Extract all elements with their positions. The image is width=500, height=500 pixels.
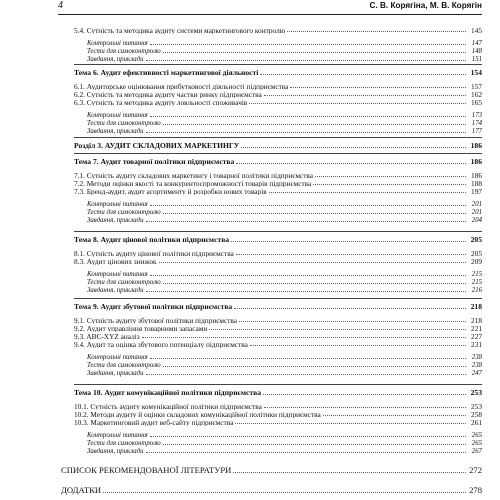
toc-entry-title: Тема 7. Аудит товарної політики підприємства (74, 158, 235, 166)
dot-leader (146, 60, 466, 61)
toc-entry-title: СПИСОК РЕКОМЕНДОВАНОЇ ЛІТЕРАТУРИ (61, 466, 232, 475)
toc-subitem (87, 287, 482, 294)
toc-entry-title: Завдання, приклади (87, 56, 144, 63)
dot-leader (146, 291, 466, 292)
dot-leader (313, 184, 466, 185)
toc-section-item (74, 180, 482, 187)
toc-topic-heading (74, 303, 482, 311)
toc-subitem (87, 112, 482, 119)
toc-subitem (87, 120, 482, 127)
toc-page-number: 261 (471, 418, 482, 427)
toc-entry-title: 7.2. Методи оцінки якості та конкурентоспроможності товарів підприємства (74, 180, 312, 187)
dot-leader (239, 321, 466, 322)
toc-entry-title: Тести для самоконтролю (87, 209, 161, 216)
toc-section-item (74, 172, 482, 179)
toc-entry-title: Контрольні питання (87, 40, 148, 47)
dot-leader (231, 241, 466, 242)
toc-topic-heading (74, 142, 482, 150)
toc-entry-title: Розділ 3. АУДИТ СКЛАДОВИХ МАРКЕТИНГУ (74, 142, 240, 150)
toc-section-item (74, 341, 482, 348)
dot-leader (150, 116, 466, 117)
toc-entry-title: 9.3. ABC-XYZ аналіз (74, 333, 140, 340)
toc-entry-title: Тема 8. Аудит цінової політики підприємства (74, 236, 230, 244)
section-divider (74, 137, 482, 138)
toc-section-item (74, 419, 482, 426)
toc-subitem (87, 271, 482, 278)
dot-leader (315, 176, 466, 177)
toc-entry-title: 7.1. Сутність аудиту складових маркетингу і товарної політики підприємства (74, 172, 314, 179)
toc-section-item (74, 83, 482, 90)
dot-leader (163, 283, 466, 284)
dot-leader (236, 163, 466, 164)
toc-entry-title: Тести для самоконтролю (87, 120, 161, 127)
page-number: 4 (58, 0, 63, 11)
toc-page-number: 205 (471, 249, 482, 258)
toc-entry-title: 10.1. Сутність аудиту комунікаційної політики підприємства (74, 403, 262, 410)
toc-entry-title: Тести для самоконтролю (87, 48, 161, 55)
dot-leader (163, 444, 466, 445)
toc-entry-title: ДОДАТКИ (61, 486, 102, 495)
toc-entry-title: 10.3. Маркетинговий аудит веб-сайту підприємства (74, 419, 234, 426)
toc-entry-title: 9.4. Аудит та оцінка збутового потенціалу підприємства (74, 341, 248, 348)
dot-leader (150, 44, 466, 45)
toc-page-number: 231 (471, 340, 482, 349)
toc-subitem (87, 279, 482, 286)
toc-page-number: 201 (471, 209, 482, 216)
dot-leader (236, 254, 466, 255)
toc-topic-heading (74, 158, 482, 166)
toc-entry-title: Тема 6. Аудит ефективності маркетингової діяльності (74, 69, 259, 77)
dot-leader (159, 262, 466, 263)
toc-section-item (74, 258, 482, 265)
toc-entry-title: Контрольні питання (87, 432, 148, 439)
toc-page-number: 145 (471, 26, 482, 35)
authors-running-head: С. В. Корягіна, М. В. Корягін (369, 1, 482, 10)
toc-entry-title: Завдання, приклади (87, 128, 144, 135)
dot-leader (264, 95, 466, 96)
toc-page-number: 151 (471, 56, 482, 63)
dot-leader (287, 31, 466, 32)
toc-entry-title: 5.4. Сутність та методика аудиту системи маркетингового контролю (74, 27, 286, 34)
toc-page-number: 157 (471, 82, 482, 91)
section-divider (74, 231, 482, 232)
toc-page-number: 265 (471, 432, 482, 439)
toc-subitem (87, 209, 482, 216)
toc-entry-title: 6.2. Сутність та методика аудиту частки ринку підприємства (74, 91, 262, 98)
toc-entry-title: 10.2. Методи аудиту й оцінки складових комунікаційної політики підприємства (74, 411, 321, 418)
toc-topic-heading (74, 236, 482, 244)
toc-subitem (87, 362, 482, 369)
toc-page-number: 216 (471, 287, 482, 294)
toc-entry-title: Завдання, приклади (87, 217, 144, 224)
toc-section-item (74, 317, 482, 324)
toc-entry-title: Тема 10. Аудит комунікаційної політики підприємства (74, 389, 262, 397)
dot-leader (150, 275, 466, 276)
toc-entry-title: 9.1. Сутність аудиту збутової політики підприємства (74, 317, 238, 324)
dot-leader (323, 415, 466, 416)
toc-page-number: 148 (471, 48, 482, 55)
section-divider (74, 298, 482, 299)
toc-topic-heading (74, 69, 482, 77)
dot-leader (163, 124, 466, 125)
toc-page-number: 204 (471, 217, 482, 224)
toc-page-number: 197 (471, 187, 482, 196)
toc-entry-title: Завдання, приклади (87, 448, 144, 455)
toc-entry-title: 8.3. Аудит цінових знижок (74, 258, 157, 265)
dot-leader (209, 329, 466, 330)
toc-page-number: 218 (471, 316, 482, 325)
section-divider (74, 153, 482, 154)
toc-section-item (74, 333, 482, 340)
toc-section-item (74, 250, 482, 257)
toc-entry-title: Тести для самоконтролю (87, 440, 161, 447)
toc-appendix-item (61, 466, 482, 475)
toc-page-number: 258 (471, 410, 482, 419)
section-divider (74, 64, 482, 65)
toc-page-number: 215 (471, 271, 482, 278)
dot-leader (260, 74, 466, 75)
toc-page-number: 201 (471, 201, 482, 208)
toc-page-number: 162 (471, 90, 482, 99)
toc-subitem (87, 370, 482, 377)
toc-section-item (74, 99, 482, 106)
toc-page-number: 186 (470, 157, 482, 166)
dot-leader (269, 192, 466, 193)
toc-page-number: 253 (470, 388, 482, 397)
toc-subitem (87, 217, 482, 224)
section-divider (74, 384, 482, 385)
toc-section-item (74, 411, 482, 418)
dot-leader (241, 147, 466, 148)
toc-page-number: 253 (471, 402, 482, 411)
toc-page-number: 278 (469, 485, 482, 495)
dot-leader (163, 213, 466, 214)
toc-topic-heading (74, 389, 482, 397)
toc-entry-title: Контрольні питання (87, 271, 148, 278)
toc-page-number: 147 (471, 40, 482, 47)
toc-page-number: 173 (471, 112, 482, 119)
toc-page-number: 215 (471, 279, 482, 286)
toc-page-number: 188 (471, 179, 482, 188)
toc-page-number: 227 (471, 332, 482, 341)
toc-entry-title: 9.2. Аудит управління товарними запасами (74, 325, 208, 332)
toc-page-number: 218 (470, 302, 482, 311)
toc-section-item (74, 325, 482, 332)
dot-leader (233, 472, 466, 473)
dot-leader (264, 407, 466, 408)
toc-page-number: 154 (470, 68, 482, 77)
dot-leader (103, 492, 466, 493)
toc-entry-title: 6.1. Аудиторське оцінювання прибутковості діяльності підприємства (74, 83, 289, 90)
toc-section-item (74, 91, 482, 98)
toc-page-number: 205 (470, 235, 482, 244)
dot-leader (235, 423, 466, 424)
toc-page-number: 267 (471, 448, 482, 455)
dot-leader (163, 366, 466, 367)
toc-page-number: 174 (471, 120, 482, 127)
toc-entry-title: Контрольні питання (87, 112, 148, 119)
toc-entry-title: Завдання, приклади (87, 370, 144, 377)
toc-section-item (74, 188, 482, 195)
dot-leader (263, 394, 466, 395)
toc-subitem (87, 201, 482, 208)
dot-leader (146, 132, 466, 133)
toc-page-number: 177 (471, 128, 482, 135)
dot-leader (163, 52, 466, 53)
dot-leader (146, 374, 466, 375)
dot-leader (250, 345, 466, 346)
dot-leader (146, 221, 466, 222)
toc-subitem (87, 432, 482, 439)
toc-entry-title: Контрольні питання (87, 354, 148, 361)
dot-leader (146, 452, 466, 453)
toc-entry-title: Контрольні питання (87, 201, 148, 208)
toc-section-item (74, 403, 482, 410)
toc-entry-title: Тести для самоконтролю (87, 279, 161, 286)
toc-subitem (87, 48, 482, 55)
dot-leader (234, 308, 466, 309)
dot-leader (150, 436, 466, 437)
toc-subitem (87, 40, 482, 47)
toc-page-number: 209 (471, 257, 482, 266)
toc-subitem (87, 440, 482, 447)
toc-page-number: 221 (471, 324, 482, 333)
toc-page-number: 238 (471, 354, 482, 361)
toc-subitem (87, 56, 482, 63)
toc-entry-title: Завдання, приклади (87, 287, 144, 294)
toc-page-number: 272 (469, 465, 482, 475)
toc-entry-title: 7.3. Бренд-аудит, аудит асортименту й розробки нових товарів (74, 188, 267, 195)
toc-entry-title: Тема 9. Аудит збутової політики підприємства (74, 303, 233, 311)
dot-leader (290, 87, 466, 88)
toc-entry-title: 6.3. Сутність та методика аудиту лояльності споживачів (74, 99, 248, 106)
toc-entry-title: 8.1. Сутність аудиту цінової політики підприємства (74, 250, 234, 257)
toc-subitem (87, 354, 482, 361)
toc-page-number: 186 (471, 171, 482, 180)
dot-leader (150, 205, 466, 206)
toc-appendix-item (61, 486, 482, 495)
toc-subitem (87, 128, 482, 135)
toc-subitem (87, 448, 482, 455)
toc-section-item (74, 27, 482, 34)
dot-leader (249, 103, 466, 104)
dot-leader (142, 337, 466, 338)
toc-page-number: 247 (471, 370, 482, 377)
dot-leader (150, 358, 466, 359)
toc-page-number: 186 (470, 141, 482, 150)
toc-entry-title: Тести для самоконтролю (87, 362, 161, 369)
toc-page-number: 238 (471, 362, 482, 369)
toc-page-number: 165 (471, 98, 482, 107)
toc-page-number: 265 (471, 440, 482, 447)
